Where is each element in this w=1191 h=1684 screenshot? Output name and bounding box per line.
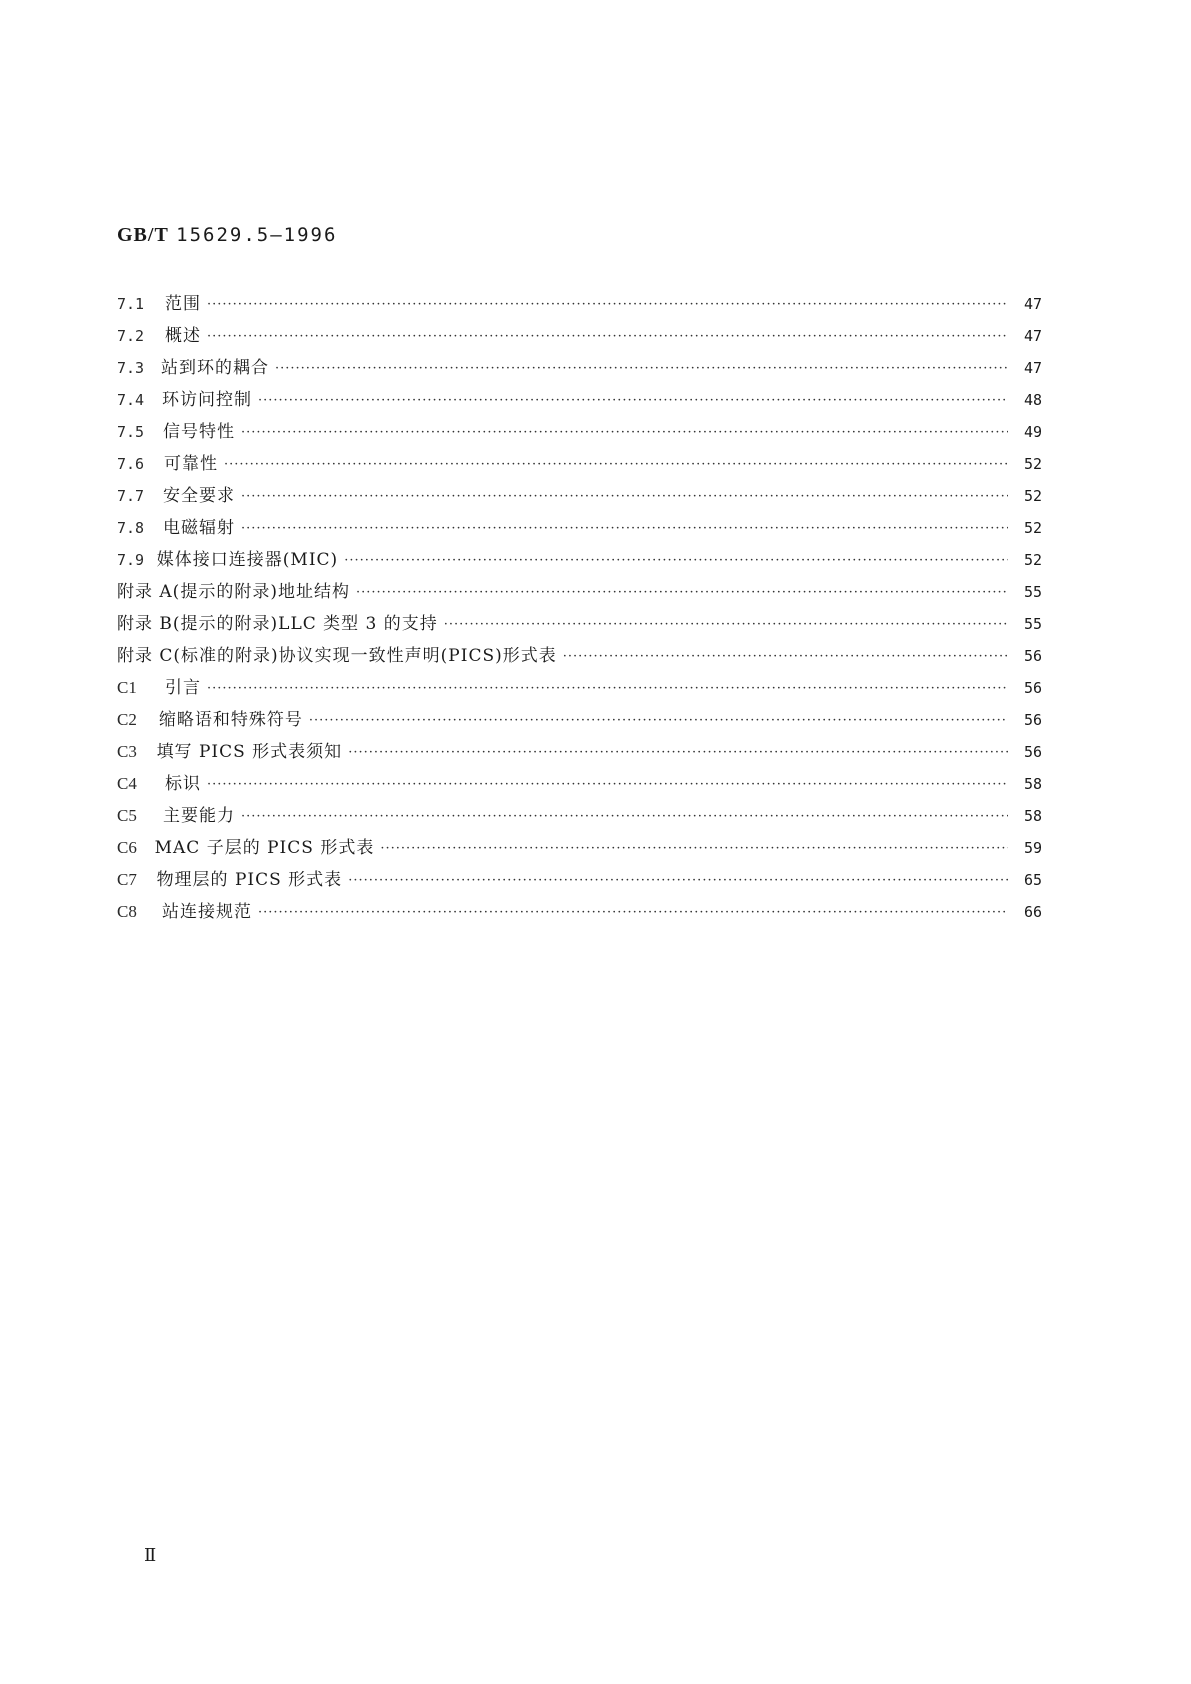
- toc-leader-dots: [207, 328, 1008, 346]
- toc-entry: [117, 666, 1042, 698]
- toc-entry: [117, 762, 1042, 794]
- toc-entry: [117, 378, 1042, 410]
- toc-leader-dots: [380, 840, 1008, 858]
- toc-leader-dots: [444, 616, 1008, 634]
- toc-entry-page: 56: [1023, 743, 1042, 761]
- toc-leader-dots: [241, 520, 1008, 538]
- toc-entry-page: 47: [1023, 359, 1042, 377]
- toc-leader-dots: [207, 296, 1008, 314]
- toc-entry: [117, 314, 1042, 346]
- toc-entry-number: C1: [117, 678, 137, 697]
- toc-entry-number: C6: [117, 838, 137, 857]
- toc-entry-page: 47: [1023, 327, 1042, 345]
- toc-entry-number: 7.5: [117, 423, 145, 441]
- toc-entry-title: 媒体接口连接器(MIC): [156, 550, 339, 570]
- toc-entry: [117, 634, 1042, 666]
- toc-entry-number: C3: [117, 742, 137, 761]
- toc-entry-page: 56: [1023, 711, 1042, 729]
- toc-entry-title: 电磁辐射: [162, 518, 235, 538]
- toc-entry-title: 缩略语和特殊符号: [158, 710, 303, 730]
- toc-leader-dots: [241, 808, 1008, 826]
- toc-entry-page: 56: [1023, 647, 1042, 665]
- toc-entry-title: 站到环的耦合: [160, 358, 269, 378]
- toc-entry: [117, 282, 1042, 314]
- toc-entry-title: 标识: [165, 774, 202, 794]
- toc-entry: [117, 346, 1042, 378]
- toc-entry-title: 主要能力: [162, 806, 235, 826]
- toc-leader-dots: [241, 488, 1008, 506]
- toc-entry-title: 站连接规范: [161, 902, 252, 922]
- toc-entry-number: C8: [117, 902, 137, 921]
- toc-entry-title: 引言: [165, 678, 202, 698]
- toc-entry: [117, 698, 1042, 730]
- toc-entry-number: 7.9: [117, 551, 145, 569]
- toc-leader-dots: [207, 680, 1008, 698]
- toc-entry-title: 范围: [165, 294, 202, 314]
- toc-entry-title: 可靠性: [164, 454, 218, 474]
- toc-leader-dots: [348, 872, 1008, 890]
- toc-entry-title: 物理层的 PICS 形式表: [156, 870, 343, 890]
- toc-entry-page: 55: [1023, 583, 1042, 601]
- toc-entry-number: 7.1: [117, 295, 145, 313]
- toc-entry-page: 49: [1023, 423, 1042, 441]
- toc-leader-dots: [344, 552, 1008, 570]
- toc-leader-dots: [356, 584, 1008, 602]
- toc-entry-page: 52: [1023, 519, 1042, 537]
- toc-leader-dots: [348, 744, 1008, 762]
- toc-entry-title: 附录 B(提示的附录)LLC 类型 3 的支持: [117, 614, 438, 634]
- toc-entry-page: 48: [1023, 391, 1042, 409]
- toc-entry-number: C7: [117, 870, 137, 889]
- standard-prefix: GB/T: [117, 224, 169, 246]
- toc-leader-dots: [563, 648, 1008, 666]
- toc-leader-dots: [309, 712, 1008, 730]
- toc-entry: [117, 474, 1042, 506]
- toc-entry-number: C2: [117, 710, 137, 729]
- page-number: Ⅱ: [144, 1545, 157, 1565]
- toc-leader-dots: [258, 904, 1008, 922]
- toc-entry-number: 7.2: [117, 327, 145, 345]
- toc-entry-title: 环访问控制: [161, 390, 252, 410]
- toc-leader-dots: [224, 456, 1008, 474]
- toc-entry-page: 52: [1023, 455, 1042, 473]
- toc-entry-title: 信号特性: [162, 422, 235, 442]
- toc-entry-title: 填写 PICS 形式表须知: [156, 742, 343, 762]
- toc-entry-page: 55: [1023, 615, 1042, 633]
- toc-entry: [117, 858, 1042, 890]
- toc-entry-page: 65: [1023, 871, 1042, 889]
- toc-entry-number: 7.4: [117, 391, 145, 409]
- toc-entry-number: C5: [117, 806, 137, 825]
- standard-number: 15629.5—1996: [176, 224, 338, 246]
- toc-entry-number: C4: [117, 774, 137, 793]
- toc-entry-title: 安全要求: [162, 486, 235, 506]
- toc-entry-number: 7.3: [117, 359, 145, 377]
- toc-entry-title: 概述: [165, 326, 202, 346]
- toc-entry-number: 7.8: [117, 519, 145, 537]
- toc-entry-page: 59: [1023, 839, 1042, 857]
- toc-entry: [117, 538, 1042, 570]
- toc-entry-page: 52: [1023, 487, 1042, 505]
- toc-entry-title: MAC 子层的 PICS 形式表: [154, 838, 375, 858]
- toc-entry-title: 附录 C(标准的附录)协议实现一致性声明(PICS)形式表: [117, 646, 557, 666]
- toc-entry-page: 58: [1023, 807, 1042, 825]
- toc-entry-number: 7.7: [117, 487, 145, 505]
- toc-entry: [117, 826, 1042, 858]
- toc-entry-page: 52: [1023, 551, 1042, 569]
- toc-entry: [117, 730, 1042, 762]
- toc-entry-title: 附录 A(提示的附录)地址结构: [117, 582, 350, 602]
- toc-entry: [117, 794, 1042, 826]
- toc-entry-page: 47: [1023, 295, 1042, 313]
- document-header: [117, 222, 337, 247]
- toc-entry: [117, 570, 1042, 602]
- toc-entry: [117, 442, 1042, 474]
- table-of-contents: [117, 282, 1042, 922]
- toc-entry: [117, 410, 1042, 442]
- toc-leader-dots: [258, 392, 1008, 410]
- toc-entry: [117, 890, 1042, 922]
- toc-leader-dots: [207, 776, 1008, 794]
- toc-entry-number: 7.6: [117, 455, 145, 473]
- toc-entry: [117, 602, 1042, 634]
- toc-entry-page: 66: [1023, 903, 1042, 921]
- toc-entry-page: 58: [1023, 775, 1042, 793]
- toc-leader-dots: [241, 424, 1008, 442]
- toc-entry: [117, 506, 1042, 538]
- toc-leader-dots: [275, 360, 1008, 378]
- toc-entry-page: 56: [1023, 679, 1042, 697]
